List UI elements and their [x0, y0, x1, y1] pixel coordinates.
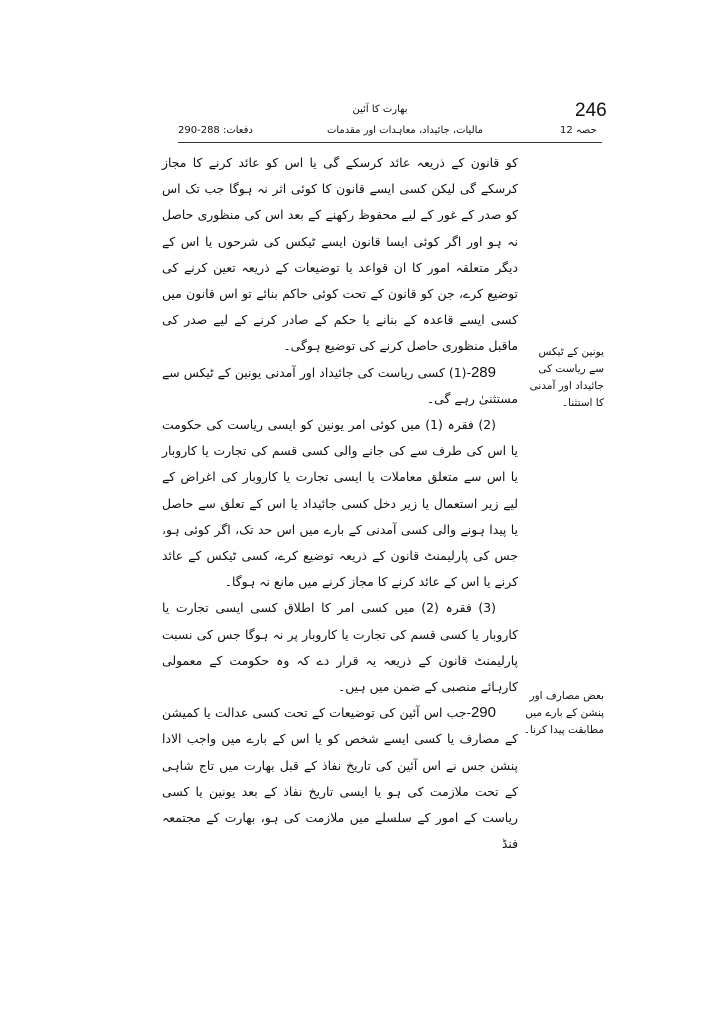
- header-divider: [178, 142, 602, 143]
- article-289-clause-1-text: -(1) کسی ریاست کی جائیداد اور آمدنی یونین کے ٹیکس سے مستثنیٰ رہے گی۔: [162, 364, 518, 406]
- article-number-289: 289: [470, 363, 496, 381]
- article-289-clause-2: (2) فقرہ (1) میں کوئی امر یونین کو ایسی ریاست کی حکومت یا اس کی طرف سے کی جانے والی کسی قسم کی تجارت یا کاروبار یا اس سے متعلق معاملات یا ایسی تجارت یا کاروبار کی اغراض کے لیے زیر استعمال یا زیر دخل کسی جائیداد یا اس کے تعلق سے حاصل یا پیدا ہونے والی کسی آمدنی کے بارے میں اس حد تک، اگر کوئی ہو، جس کی پارلیمنٹ قانون کے ذریعہ توضیع کرے، کسی ٹیکس کے عائد کرنے یا اس کے عائد کرنے کا مجاز کرنے میں مانع نہ ہوگا۔: [162, 417, 518, 590]
- paragraph-continuation: کو قانون کے ذریعہ عائد کرسکے گی یا اس کو عائد کرنے کا مجاز کرسکے گی لیکن کسی ایسے قانون کا کوئی اثر نہ ہوگا جب تک اس کو صدر کے غور کے لیے محفوظ رکھنے کے بعد اس کی منظوری حاصل نہ ہو اور اگر کوئی ایسا قانون ایسے ٹیکس کی شرحوں یا اس کے دیگر متعلقہ امور کا ان قواعد یا توضیعات کے ذریعہ تعین کرنے کی توضیع کرے، جن کو قانون کے تحت کوئی حاکم بنائے تو اس قانون میں کسی ایسے قاعدہ کے بنانے یا حکم کے صادر کرنے کے لیے صدر کی ماقبل منظوری حاصل کرنے کی توضیع ہوگی۔: [162, 155, 518, 354]
- article-number-290: 290: [470, 704, 496, 722]
- main-text: [162, 150, 518, 857]
- book-title: بھارت کا آئین: [352, 104, 408, 115]
- margin-note-article-289: یونین کے ٹیکس سے ریاست کی جائیداد اور آمدنی کا استثنا۔: [529, 346, 604, 409]
- article-290: [162, 700, 518, 857]
- part-label: حصہ 12: [560, 125, 597, 136]
- section-title: مالیات، جائیداد، معاہدات اور مقدمات: [326, 125, 484, 136]
- articles-range: دفعات: 288-290: [178, 125, 253, 136]
- margin-note-article-290: بعض مصارف اور پنشن کے بارے میں مطابقت پیدا کرنا۔: [523, 690, 604, 736]
- page-number: 246: [575, 100, 607, 121]
- article-289-clause-1: [162, 360, 518, 412]
- article-289-clause-3: (3) فقرہ (2) میں کسی امر کا اطلاق کسی ایسی تجارت یا کاروبار یا کسی قسم کی تجارت یا کاروبار پر نہ ہوگا جس کی نسبت پارلیمنٹ قانون کے ذریعہ یہ قرار دے کہ وہ حکومت کے معمولی کارہائے منصبی کے ضمن میں ہیں۔: [162, 600, 518, 695]
- article-290-text: -جب اس آئین کی توضیعات کے تحت کسی عدالت یا کمیشن کے مصارف یا کسی ایسے شخص کو یا اس کے بارے میں واجب الادا پنشن جس نے اس آئین کی تاریخ نفاذ کے قبل بھارت میں تاج شاہی کے تحت ملازمت کی ہو یا ایسی تاریخ نفاذ کے بعد یونین یا کسی ریاست کے امور کے سلسلے میں ملازمت کی ہو، بھارت کے مجتمعہ فنڈ: [162, 705, 518, 852]
